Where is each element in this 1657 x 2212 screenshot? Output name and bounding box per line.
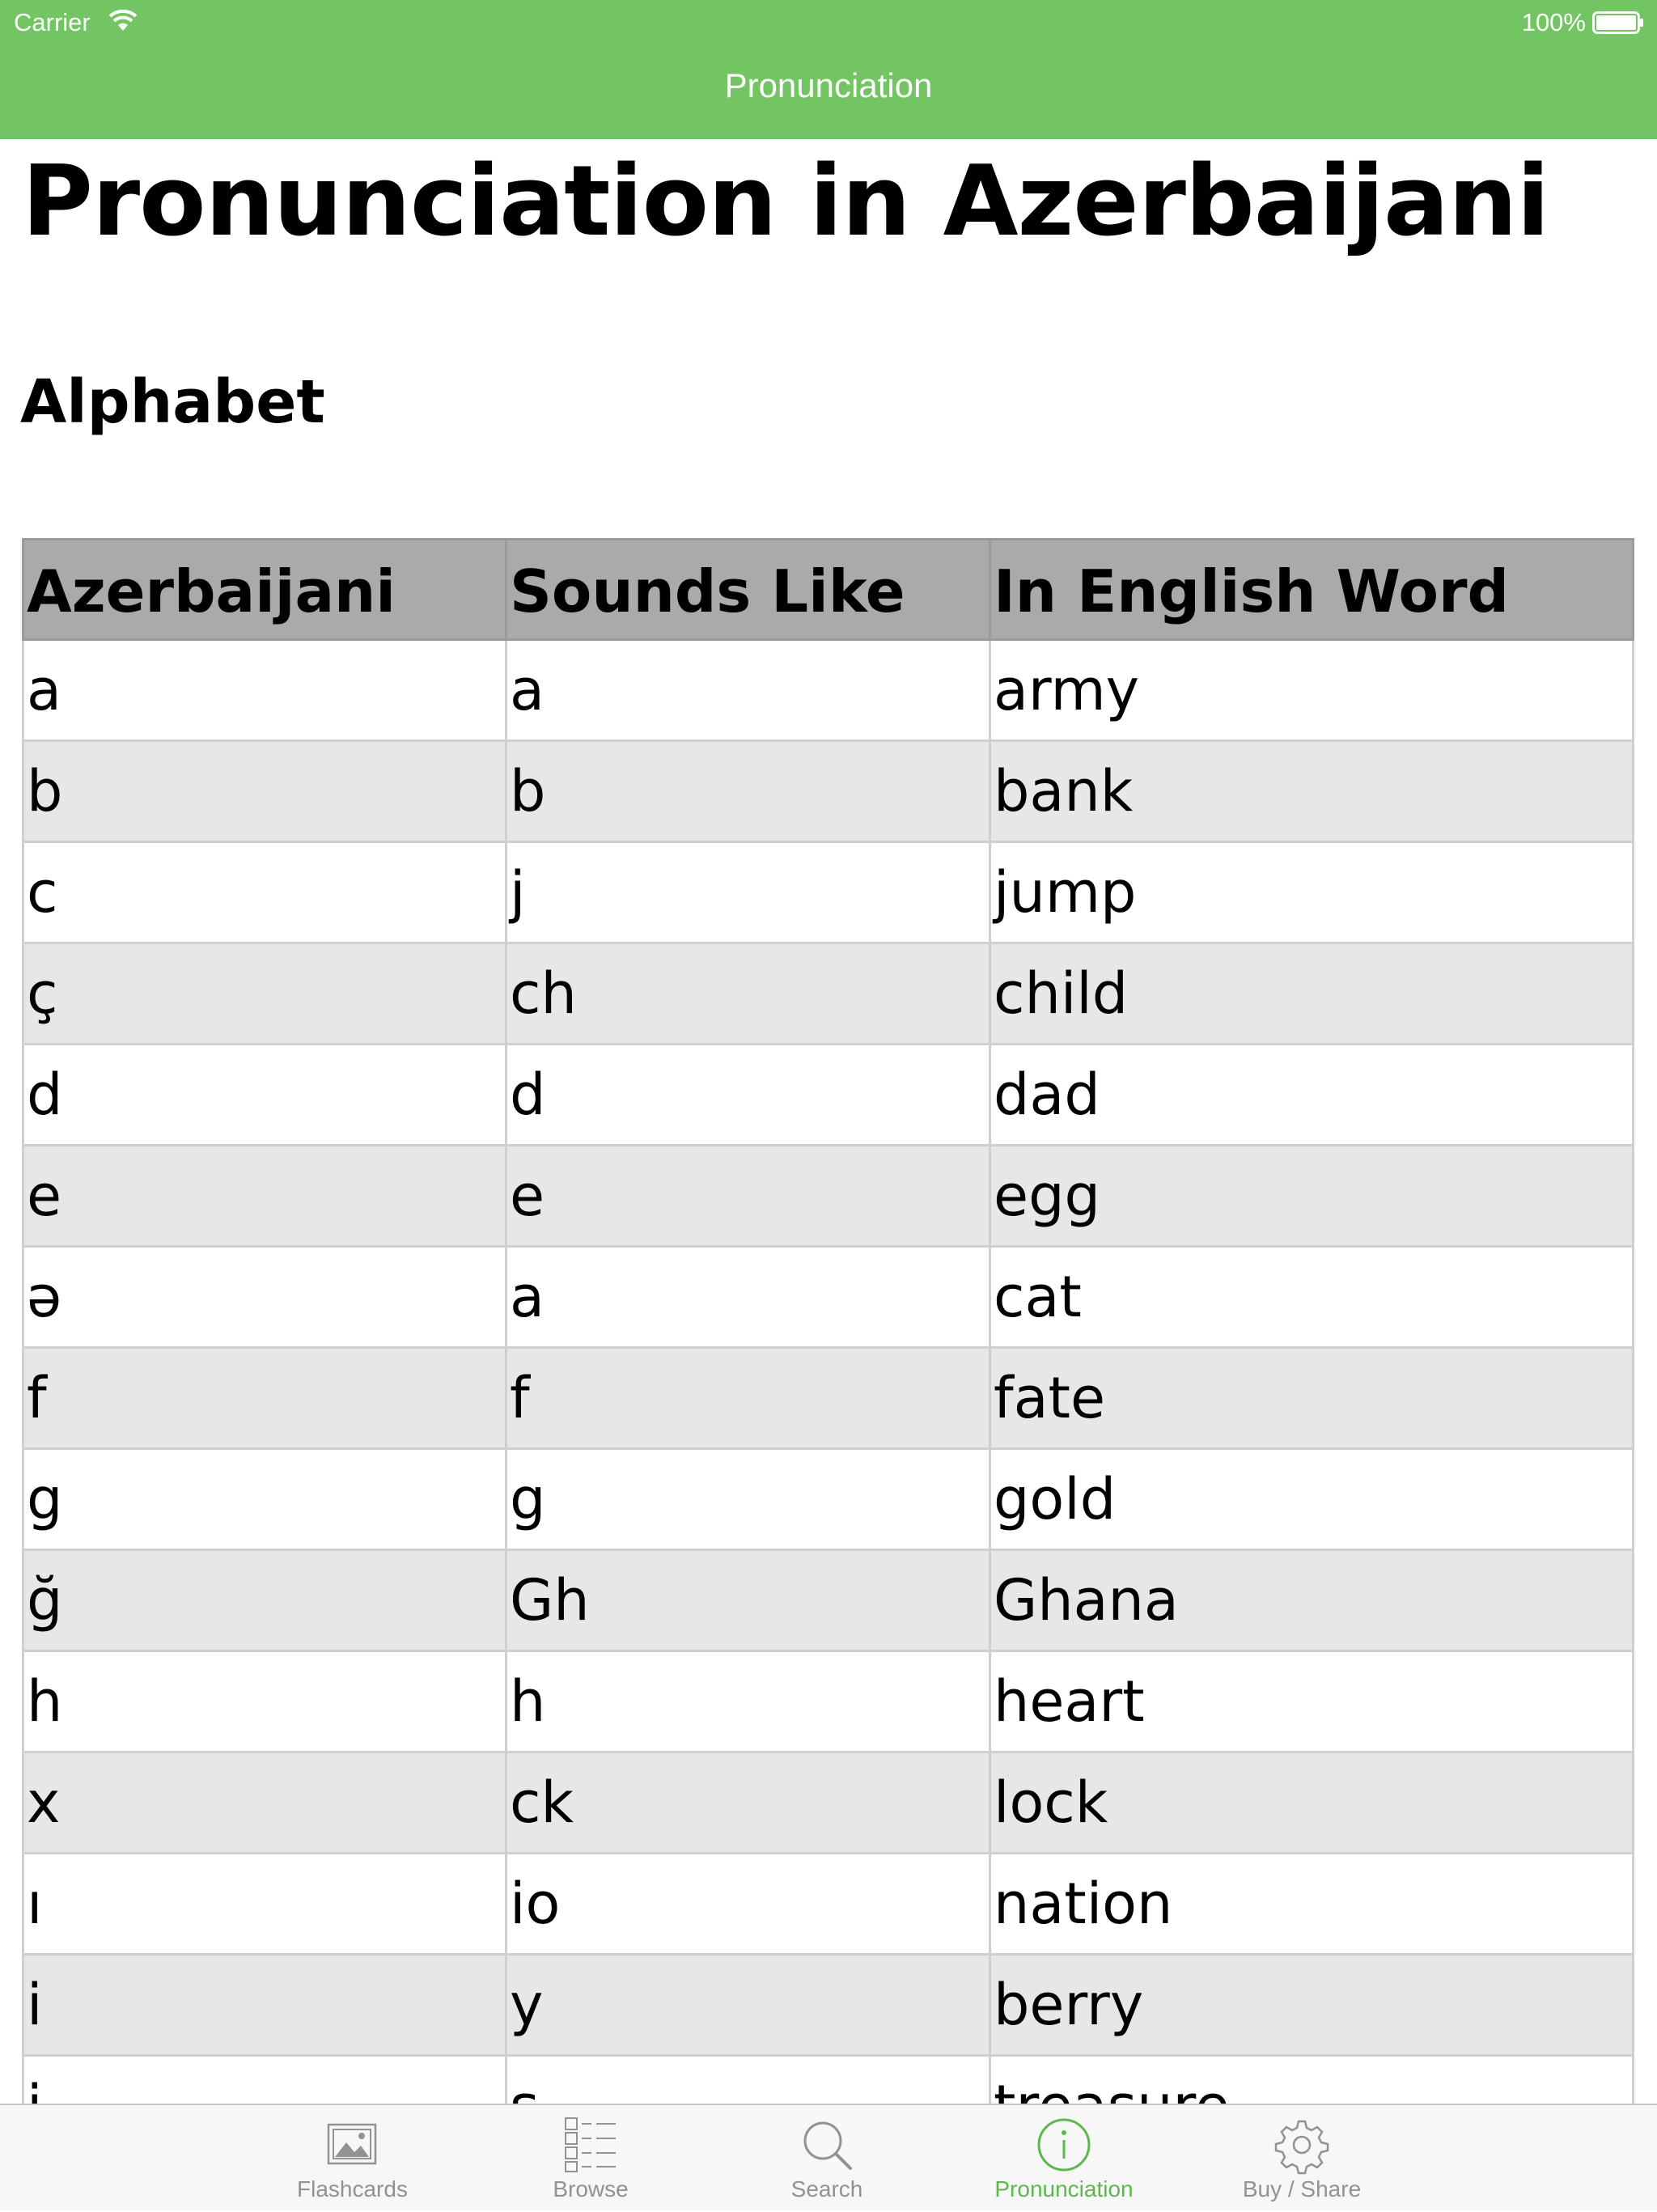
tab-flashcards[interactable] <box>297 2105 407 2212</box>
cell-english-word: berry <box>989 1956 1634 2054</box>
cell-sounds-like: Gh <box>505 1551 989 1650</box>
info-icon <box>1036 2117 1092 2173</box>
tab-search[interactable] <box>772 2105 882 2212</box>
cell-english-word: gold <box>989 1450 1634 1549</box>
cell-english-word: nation <box>989 1854 1634 1953</box>
column-header-english-word: In English Word <box>989 540 1634 638</box>
tab-label: Search <box>790 2176 863 2201</box>
battery-percentage: 100% <box>1521 8 1586 36</box>
cell-azerbaijani: g <box>22 1450 505 1549</box>
table-row <box>22 1956 1634 2057</box>
gear-icon <box>1273 2117 1330 2173</box>
table-row <box>22 1854 1634 1956</box>
wifi-icon <box>108 10 138 32</box>
cell-sounds-like: g <box>505 1450 989 1549</box>
table-row <box>22 1551 1634 1652</box>
cell-azerbaijani: c <box>22 843 505 942</box>
tab-label: Buy / Share <box>1242 2176 1362 2201</box>
table-row <box>22 1248 1634 1349</box>
cell-english-word: army <box>989 641 1634 739</box>
cell-english-word: heart <box>989 1652 1634 1751</box>
cell-english-word: egg <box>989 1146 1634 1245</box>
table-body <box>22 641 1634 2158</box>
tab-buy-share[interactable] <box>1230 2105 1374 2212</box>
table-row <box>22 944 1634 1045</box>
cell-azerbaijani: ə <box>22 1248 505 1346</box>
cell-azerbaijani: f <box>22 1349 505 1447</box>
cell-english-word: Ghana <box>989 1551 1634 1650</box>
alphabet-table <box>22 538 1634 2158</box>
battery-icon <box>1592 11 1644 34</box>
cell-english-word: bank <box>989 742 1634 841</box>
cell-english-word: cat <box>989 1248 1634 1346</box>
table-row <box>22 641 1634 742</box>
table-row <box>22 1349 1634 1450</box>
cell-sounds-like: b <box>505 742 989 841</box>
cell-english-word: fate <box>989 1349 1634 1447</box>
tab-label: Flashcards <box>297 2176 408 2201</box>
carrier-label: Carrier <box>14 8 91 36</box>
section-title: Alphabet <box>20 367 325 437</box>
nav-title: Pronunciation <box>724 66 933 104</box>
cell-sounds-like: ch <box>505 944 989 1043</box>
cell-sounds-like: d <box>505 1045 989 1144</box>
cell-azerbaijani: ı <box>22 1854 505 1953</box>
column-header-azerbaijani: Azerbaijani <box>22 540 505 638</box>
tab-label: Pronunciation <box>994 2176 1134 2201</box>
status-bar <box>0 0 1657 45</box>
table-row <box>22 1045 1634 1146</box>
cell-azerbaijani: ç <box>22 944 505 1043</box>
cell-sounds-like: y <box>505 1956 989 2054</box>
cell-english-word: jump <box>989 843 1634 942</box>
cell-azerbaijani: a <box>22 641 505 739</box>
table-row <box>22 742 1634 843</box>
content-area[interactable] <box>0 139 1657 2104</box>
table-row <box>22 843 1634 944</box>
cell-sounds-like: a <box>505 641 989 739</box>
cell-sounds-like: io <box>505 1854 989 1953</box>
table-header-row <box>22 538 1634 641</box>
page-title: Pronunciation in Azerbaijani <box>22 146 1549 258</box>
image-icon <box>324 2117 380 2173</box>
table-row <box>22 1652 1634 1753</box>
table-row <box>22 1753 1634 1854</box>
cell-sounds-like: f <box>505 1349 989 1447</box>
cell-azerbaijani: i <box>22 1956 505 2054</box>
cell-azerbaijani: ğ <box>22 1551 505 1650</box>
cell-sounds-like: a <box>505 1248 989 1346</box>
cell-sounds-like: e <box>505 1146 989 1245</box>
cell-english-word: lock <box>989 1753 1634 1852</box>
cell-azerbaijani: b <box>22 742 505 841</box>
tab-bar <box>0 2104 1657 2210</box>
navigation-header <box>0 0 1657 139</box>
cell-sounds-like: j <box>505 843 989 942</box>
cell-sounds-like: ck <box>505 1753 989 1852</box>
cell-azerbaijani: e <box>22 1146 505 1245</box>
tab-browse[interactable] <box>536 2105 646 2212</box>
column-header-sounds-like: Sounds Like <box>505 540 989 638</box>
cell-azerbaijani: d <box>22 1045 505 1144</box>
cell-english-word: child <box>989 944 1634 1043</box>
cell-azerbaijani: h <box>22 1652 505 1751</box>
tab-label: Browse <box>553 2176 629 2201</box>
table-row <box>22 1450 1634 1551</box>
search-icon <box>799 2117 855 2173</box>
table-row <box>22 1146 1634 1248</box>
cell-sounds-like: h <box>505 1652 989 1751</box>
cell-english-word: dad <box>989 1045 1634 1144</box>
list-icon <box>562 2117 619 2173</box>
tab-pronunciation[interactable] <box>983 2105 1145 2212</box>
cell-azerbaijani: x <box>22 1753 505 1852</box>
